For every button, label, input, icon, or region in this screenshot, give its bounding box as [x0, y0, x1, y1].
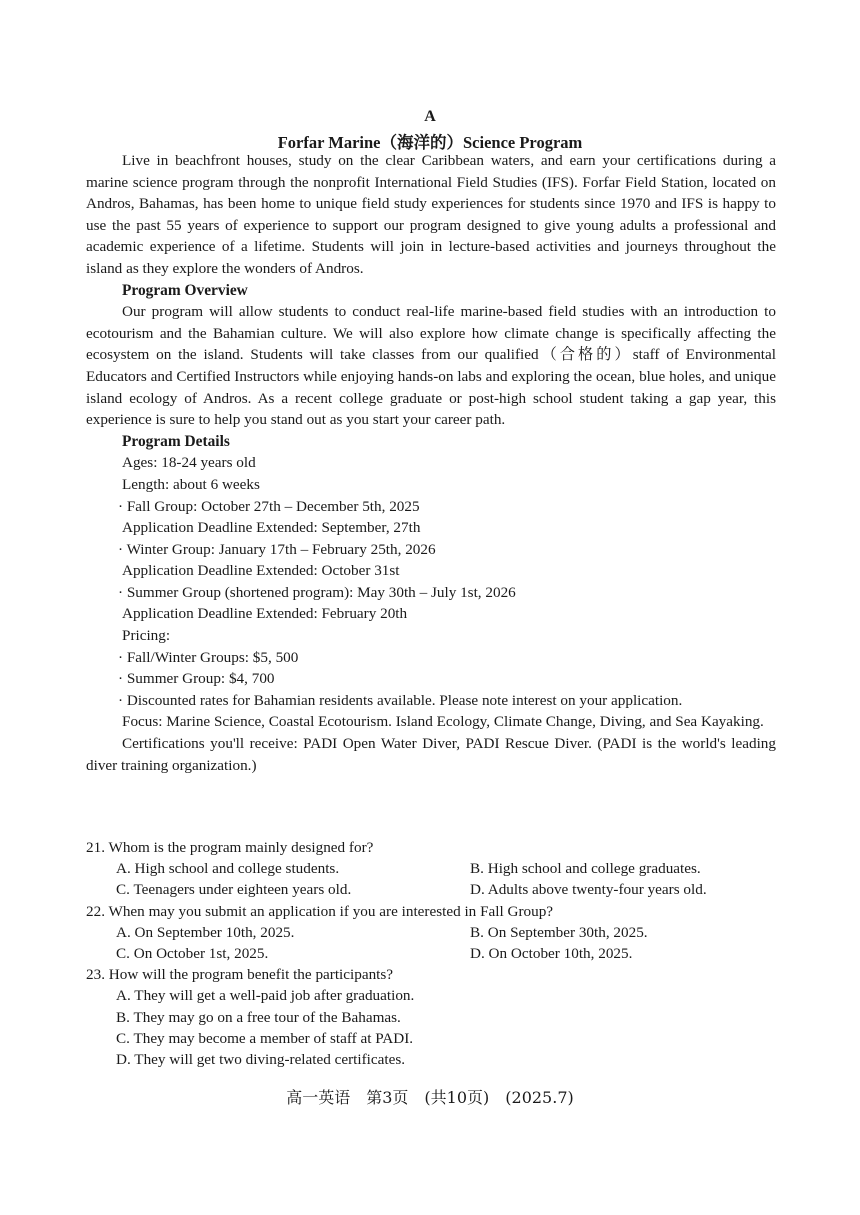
- question-list: [86, 837, 776, 1070]
- summer-deadline-line: Application Deadline Extended: February 20th: [122, 605, 408, 623]
- discount-line: · Discounted rates for Bahamian residents available. Please note interest on your application.: [118, 691, 683, 709]
- option-22-c[interactable]: C. On October 1st, 2025.: [116, 945, 269, 963]
- focus-paragraph: Focus: Marine Science, Coastal Ecotourism. Island Ecology, Climate Change, Diving, and Sea Kayaking.: [122, 713, 764, 731]
- ages-line: Ages: 18-24 years old: [122, 454, 256, 472]
- question-21-stem: 21. Whom is the program mainly designed for?: [86, 839, 374, 856]
- intro-paragraph: Live in beachfront houses, study on the clear Caribbean waters, and earn your certifications during a marine science program through the nonprofit International Field Studies (IFS). Forfar Field Station, located on Andros, Bahamas, has been home to unique field study experiences for students since 1970 and IFS is happy to use the past 55 years of experience to support our program designed to give young adults a professional and academic experience of a lifetime. Students will join in lecture-based activities and journeys throughout the island as they explore the wonders of Andros.: [86, 152, 776, 277]
- details-heading: Program Details: [122, 432, 230, 450]
- passage-title: Forfar Marine（海洋的）Science Program: [277, 133, 583, 152]
- option-21-d[interactable]: D. Adults above twenty-four years old.: [470, 881, 707, 899]
- overview-paragraph: Our program will allow students to conduct real-life marine-based field studies with an introduction to ecotourism and the Bahamian culture. We will also explore how climate change is specifically affecting the ecosystem on the island. Students will take classes from our qualified（合格的）staff of Environmental Educators and Certified Instructors while enjoying hands-on labs and exploring the ocean, blue holes, and unique island ecology of Andros. As a recent college graduate or post-high school student taking a gap year, this experience is sure to help you stand out as you start your career path.: [86, 303, 776, 429]
- question-22-stem: 22. When may you submit an application if you are interested in Fall Group?: [86, 902, 554, 920]
- option-21-a[interactable]: A. High school and college students.: [116, 860, 340, 878]
- option-21-b[interactable]: B. High school and college graduates.: [470, 860, 701, 878]
- fall-group-line: · Fall Group: October 27th – December 5th, 2025: [118, 497, 420, 515]
- winter-group-line: · Winter Group: January 17th – February 25th, 2026: [118, 540, 436, 558]
- option-23-d[interactable]: D. They will get two diving-related certificates.: [116, 1051, 406, 1069]
- option-22-b[interactable]: B. On September 30th, 2025.: [470, 923, 648, 941]
- summer-group-line: · Summer Group (shortened program): May 30th – July 1st, 2026: [118, 583, 516, 601]
- price-summer: · Summer Group: $4, 700: [118, 670, 275, 688]
- price-fall-winter: · Fall/Winter Groups: $5, 500: [118, 648, 299, 666]
- section-letter: A: [424, 108, 436, 125]
- option-23-a[interactable]: A. They will get a well-paid job after graduation.: [116, 987, 415, 1005]
- question-21-options-row-2: [86, 879, 776, 900]
- certifications-paragraph: Certifications you'll receive: PADI Open Water Diver, PADI Rescue Diver. (PADI is the world's leading diver training organization.): [86, 735, 776, 774]
- option-21-c[interactable]: C. Teenagers under eighteen years old.: [116, 881, 352, 899]
- option-23-b[interactable]: B. They may go on a free tour of the Bahamas.: [116, 1008, 401, 1026]
- option-22-d[interactable]: D. On October 10th, 2025.: [470, 945, 633, 963]
- question-22-options-row-1: [86, 922, 776, 943]
- length-line: Length: about 6 weeks: [122, 475, 260, 493]
- winter-deadline-line: Application Deadline Extended: October 31st: [122, 562, 400, 580]
- option-23-c[interactable]: C. They may become a member of staff at PADI.: [116, 1029, 414, 1047]
- fall-deadline-line: Application Deadline Extended: September, 27th: [122, 519, 421, 537]
- page-footer: 高一英语 第3页 (共10页) (2025.7): [286, 1088, 574, 1107]
- question-21-options-row-1: [86, 858, 776, 879]
- question-22-options-row-2: [86, 943, 776, 964]
- pricing-label: Pricing:: [122, 627, 171, 645]
- option-22-a[interactable]: A. On September 10th, 2025.: [116, 923, 295, 941]
- overview-heading: Program Overview: [122, 281, 248, 299]
- question-23-stem: 23. How will the program benefit the participants?: [86, 966, 394, 984]
- passage-body: [86, 150, 776, 776]
